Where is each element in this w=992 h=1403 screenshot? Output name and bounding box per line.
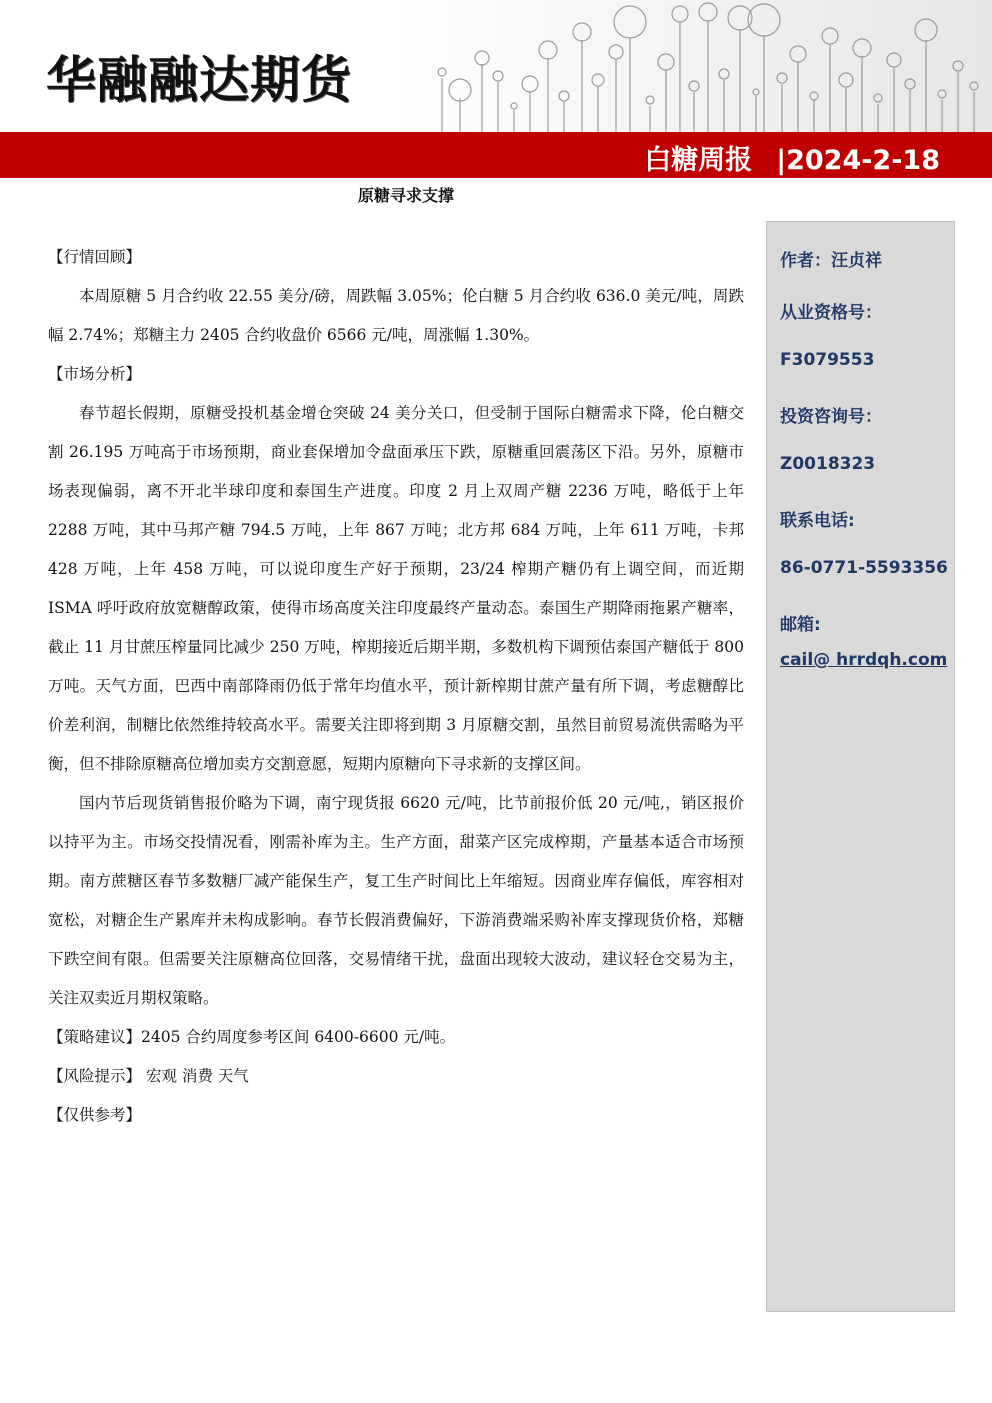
- section-heading-risk: 【风险提示】: [48, 1067, 142, 1085]
- section-heading-analysis: 【市场分析】: [48, 365, 142, 383]
- review-paragraph: 本周原糖 5 月合约收 22.55 美分/磅，周跌幅 3.05%；伦白糖 5 月合约收 636.0 美元/吨，周跌幅 2.74%；郑糖主力 2405 合约收盘价 6566 元/吨，周涨幅 1.30%。: [48, 287, 744, 344]
- author-name: 作者：汪贞祥: [780, 251, 882, 271]
- report-header: [0, 0, 992, 132]
- phone-number: 86-0771-5593356: [780, 558, 948, 578]
- analysis-paragraph-1: 春节超长假期，原糖受投机基金增仓突破 24 美分关口，但受制于国际白糖需求下降，伦白糖交割 26.195 万吨高于市场预期，商业套保增加令盘面承压下跌，原糖重回震荡区下沿。另外，原糖市场表现偏弱，离不开北半球印度和泰国生产进度。印度 2 月上双周产糖 2236 万吨，略低于上年 2288 万吨，其中马邦产糖 794.5 万吨，上年 867 万吨；北方邦 684 万吨，上年 611 万吨，卡邦 428 万吨，上年 458 万吨，可以说印度生产好于预期，23/24 榨期产糖仍有上调空间，而近期 ISMA 呼吁政府放宽糖醇政策，使得市场高度关注印度最终产量动态。泰国生产期降雨拖累产糖率，截止 11 月甘蔗压榨量同比减少 250 万吨，榨期接近后期半期，多数机构下调预估泰国产糖低于 800 万吨。天气方面，巴西中南部降雨仍低于常年均值水平，预计新榨期甘蔗产量有所下调，考虑糖醇比价差利润，制糖比依然维持较高水平。需要关注即将到期 3 月原糖交割，虽然目前贸易流供需略为平衡，但不排除原糖高位增加卖方交割意愿，短期内原糖向下寻求新的支撑区间。: [48, 404, 744, 773]
- email-label: 邮箱:: [780, 615, 821, 635]
- risk-line: [48, 1057, 744, 1096]
- strategy-text: 2405 合约周度参考区间 6400-6600 元/吨。: [141, 1028, 456, 1046]
- risk-text: 宏观 消费 天气: [141, 1067, 249, 1085]
- qualification-number: F3079553: [780, 350, 875, 370]
- section-heading-review: 【行情回顾】: [48, 248, 142, 266]
- decorative-bubbles-graphic: [430, 0, 992, 132]
- email-link[interactable]: cail@ hrrdqh.com: [780, 650, 948, 670]
- section-heading-strategy: 【策略建议】: [48, 1028, 142, 1046]
- main-content: [48, 238, 744, 1135]
- report-title: 白糖周报: [644, 145, 753, 176]
- report-subtitle: 原糖寻求支撑: [358, 186, 455, 205]
- analysis-paragraph-2: 国内节后现货销售报价略为下调，南宁现货报 6620 元/吨，比节前报价低 20 元/吨,，销区报价以持平为主。市场交投情况看，刚需补库为主。生产方面，甜菜产区完成榨期，产量基本适合市场预期。南方蔗糖区春节多数糖厂减产能保生产，复工生产时间比上年缩短。因商业库存偏低，库容相对宽松，对糖企生产累库并未构成影响。春节长假消费偏好，下游消费端采购补库支撑现货价格，郑糖下跌空间有限。但需要关注原糖高位回落，交易情绪干扰，盘面出现较大波动，建议轻仓交易为主，关注双卖近月期权策略。: [48, 794, 744, 1007]
- consult-number: Z0018323: [780, 454, 876, 474]
- report-title-bar: [0, 132, 992, 178]
- consult-label: 投资咨询号：: [780, 407, 882, 427]
- strategy-line: [48, 1018, 744, 1057]
- phone-label: 联系电话:: [780, 511, 855, 531]
- section-heading-reference: 【仅供参考】: [48, 1106, 142, 1124]
- qualification-label: 从业资格号：: [780, 303, 882, 323]
- report-title-text: [644, 138, 940, 177]
- company-logo: 华融融达期货: [46, 50, 352, 109]
- report-date: 2024-2-18: [786, 145, 940, 176]
- author-sidebar: [766, 221, 955, 1312]
- title-separator: |: [776, 145, 787, 176]
